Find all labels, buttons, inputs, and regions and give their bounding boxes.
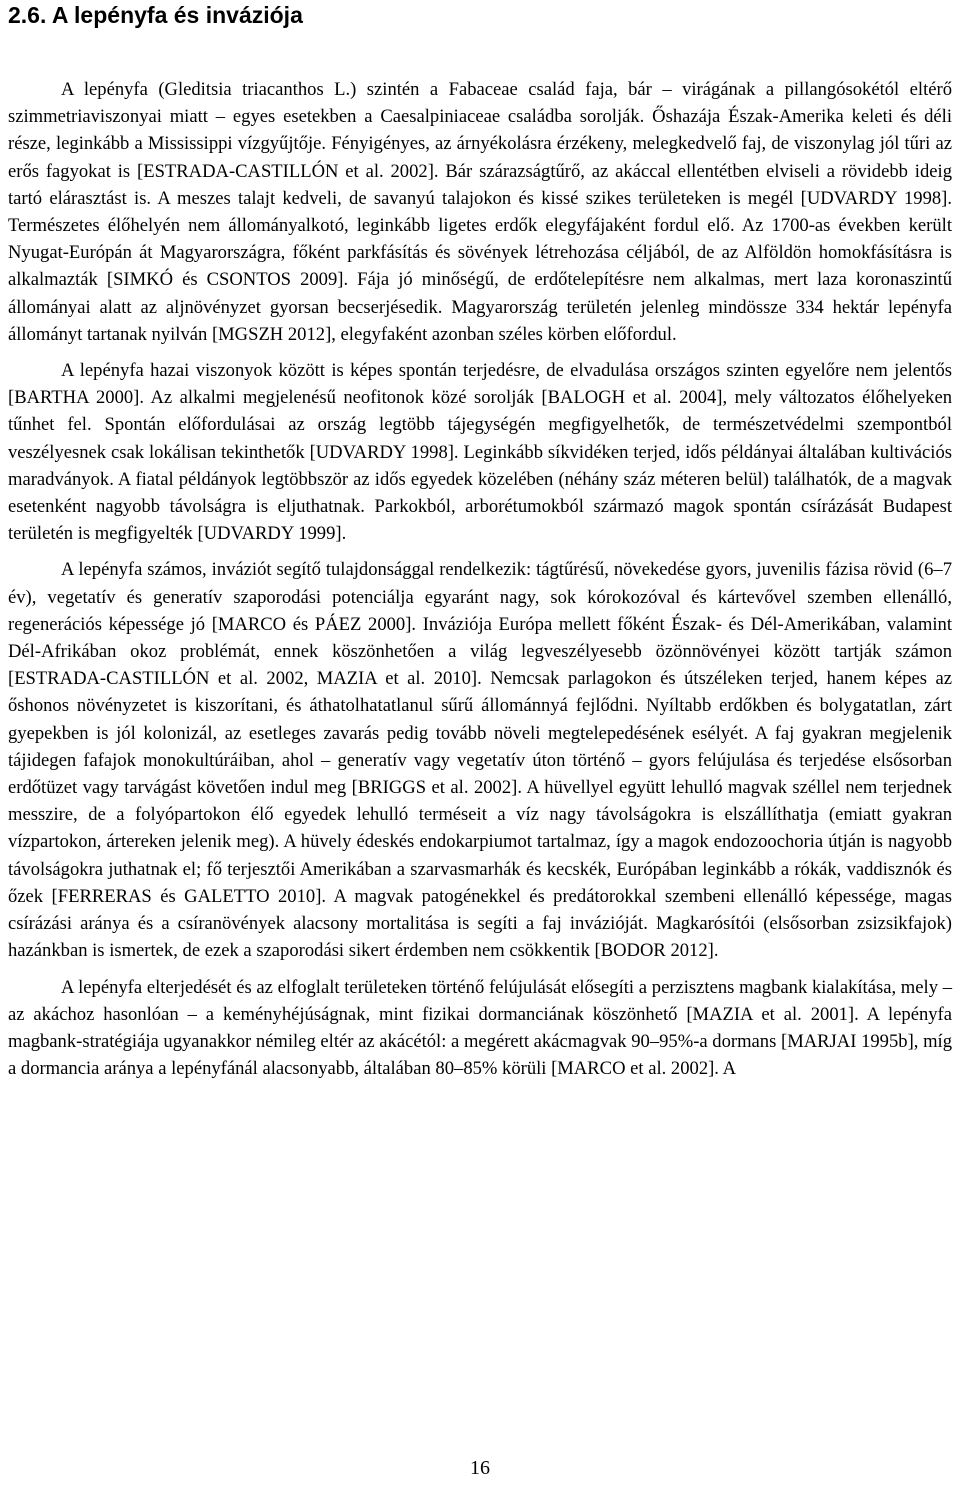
paragraph-seed-bank: A lepényfa elterjedését és az elfoglalt területeken történő felújulását elősegíti a perzisztens magbank kialakítása, mely – az akáchoz hasonlóan – a keményhéjúságnak, mint fizikai dormanciának köszönhető [MAZIA et al. 2001]. A lepényfa magbank-stratégiája ugyanakkor némileg eltér az akácétól: a megérett akácmagvak 90–95%-a dormans [MARJAI 1995b], míg a dormancia aránya a lepényfánál alacsonyabb, általában 80–85% körüli [MARCO et al. 2002]. A <box>8 976 952 1080</box>
section-heading: 2.6. A lepényfa és inváziója <box>8 2 303 28</box>
paragraph-origin: A lepényfa (Gleditsia triacanthos L.) szintén a Fabaceae család faja, bár – virágának a pillangósokétól eltérő szimmetriaviszonyai miatt – egyes esetekben a Caesalpiniaceae családba sorolják. Őshazája Észak-Amerika keleti és déli része, leginkább a Mississippi vízgyűjtője. Fényigényes, az árnyékolásra érzékeny, melegkedvelő faj, de viszonylag jól tűri az erős fagyokat is [ESTRADA-CASTILLÓN et al. 2002]. Bár szárazságtűrő, az akáccal ellentétben elviseli a rövidebb ideig tartó elárasztást is. A meszes talajt kedveli, de savanyú talajokon és kissé szikes területeken is megél [UDVARDY 1998]. Természetes élőhelyén nem állományalkotó, leginkább ligetes erdők elegyfájaként fordul elő. Az 1700-as években került Nyugat-Európán át Magyarországra, főként parkfásítás és sövények létrehozása céljából, de az Alföldön homokfásításra is alkalmazták [SIMKÓ és CSONTOS 2009]. Fája jó minőségű, de erdőtelepítésre nem alkalmas, mert laza koronaszintű állományai alatt az aljnövényzet gyorsan becserjésedik. Magyarország területén jelenleg mindössze 334 hektár lepényfa állományt tartanak nyilván [MGSZH 2012], elegyfaként azonban széles körben előfordul. <box>8 79 952 345</box>
page-number: 16 <box>470 1457 490 1479</box>
paragraph-invasive-traits: A lepényfa számos, inváziót segítő tulajdonsággal rendelkezik: tágtűrésű, növekedése gyors, juvenilis fázisa rövid (6–7 év), vegetatív és generatív szaporodási potenciálja egyaránt nagy, sok kórokozóval és kártevővel szemben ellenálló, regenerációs képessége jó [MARCO és PÁEZ 2000]. Inváziója Európa mellett főként Észak- és Dél-Amerikában, valamint Dél-Afrikában okoz problémát, ennek köszönhetően a világ legveszélyesebb özönnövényei között tartják számon [ESTRADA-CASTILLÓN et al. 2002, MAZIA et al. 2010]. Nemcsak parlagokon és útszéleken terjed, hanem képes az őshonos növényzetet is kiszorítani, és áthatolhatatlanul sűrű állománnyá fejlődni. Nyíltabb erdőkben és bolygatatlan, zárt gyepekben is jól kolonizál, az esetleges zavarás pedig tovább növeli megtelepedésének esélyét. A faj gyakran megjelenik tájidegen fafajok monokultúráiban, ahol – generatív vagy vegetatív úton történő – gyors felújulása és terjedése elsősorban erdőtüzet vagy tarvágást követően indul meg [BRIGGS et al. 2002]. A hüvellyel együtt lehulló magvak széllel nem terjednek messzire, de a folyópartokon élő egyedek lehulló terméseit a víz nagy távolságokra is elszállíthatja (emiatt gyakran vízpartokon, ártereken jelenik meg). A hüvely édeskés endokarpiumot tartalmaz, így a magok endozoochoria útján is nagyobb távolságokra juthatnak el; fő terjesztői Amerikában a szarvasmarhák és kecskék, Európában leginkább a rókák, vaddisznók és őzek [FERRERAS és GALETTO 2010]. A magvak patogénekkel és predátorokkal szembeni ellenálló képessége, magas csírázási aránya és a csíranövények alacsony mortalitása is segíti a faj invázióját. Magkarósítói (elsősorban zsizsikfajok) hazánkban is ismertek, de ezek a szaporodási sikert érdemben nem csökkentik [BODOR 2012]. <box>8 559 952 962</box>
paragraph-spread-hungary: A lepényfa hazai viszonyok között is képes spontán terjedésre, de elvadulása országos szinten egyelőre nem jelentős [BARTHA 2000]. Az alkalmi megjelenésű neofitonok közé sorolják [BALOGH et al. 2004], mely változatos élőhelyeken tűnhet fel. Spontán előfordulásai az ország legtöbb tájegységén megfigyelhetők, de természetvédelmi szempontból veszélyesnek csak lokálisan tekinthetők [UDVARDY 1998]. Leginkább síkvidéken terjed, idős példányai általában kultivációs maradványok. A fiatal példányok legtöbbször az idős egyedek közelében (néhány száz méteren belül) találhatók, de a magvak esetenként nagyobb távolságra is eljuthatnak. Parkokból, arborétumokból származó magok spontán csírázását Budapest területén is megfigyelték [UDVARDY 1999]. <box>8 360 952 545</box>
